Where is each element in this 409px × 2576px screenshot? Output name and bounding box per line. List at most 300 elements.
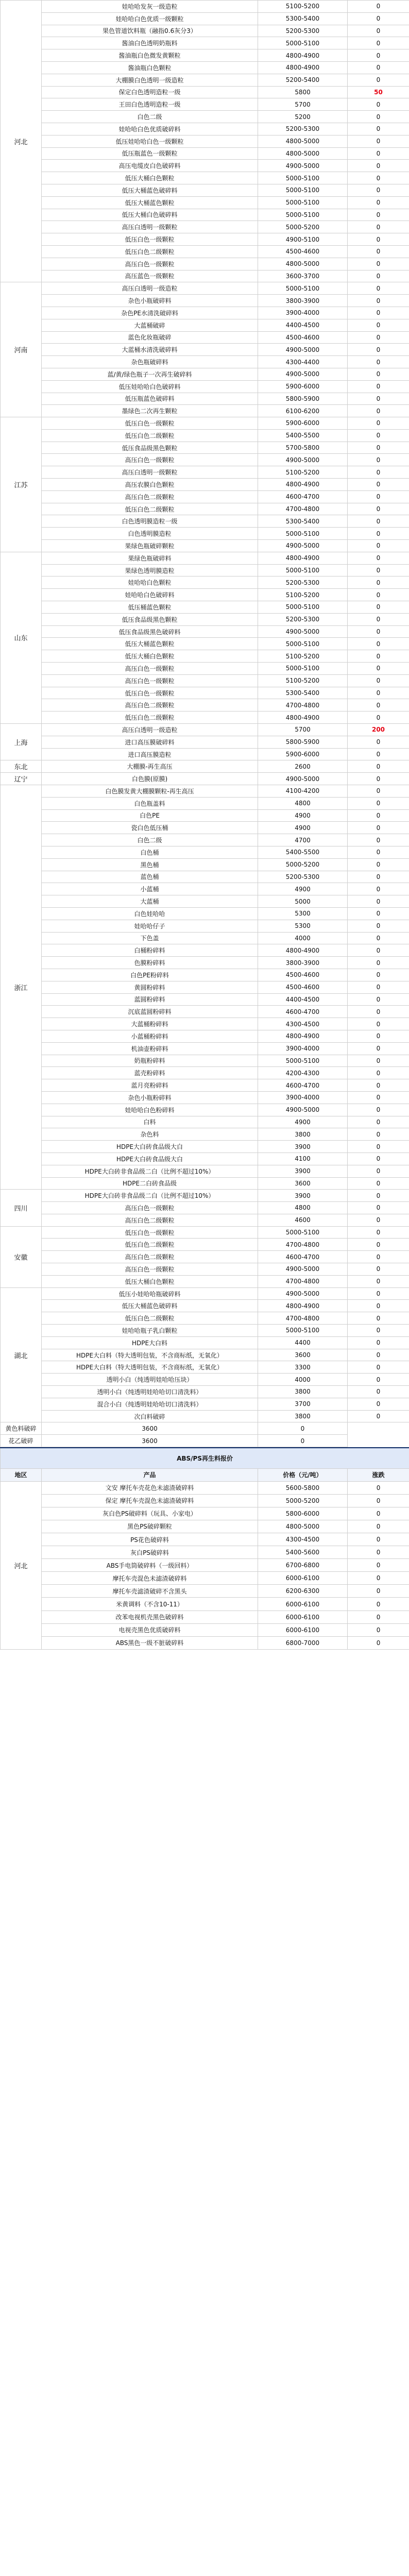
header-change: 涨跌 bbox=[348, 1468, 409, 1481]
product-price: 5300 bbox=[258, 907, 348, 920]
product-name: 低压大桶蓝色破碎料 bbox=[42, 1300, 258, 1312]
product-name: 高压白色二级颗粒 bbox=[42, 490, 258, 503]
product-price: 3600 bbox=[42, 1435, 258, 1447]
table-row bbox=[1, 490, 409, 503]
product-change: 0 bbox=[348, 37, 409, 49]
product-price: 6700-6800 bbox=[258, 1559, 348, 1572]
product-change: 0 bbox=[348, 466, 409, 479]
table-row bbox=[1, 1030, 409, 1042]
product-name: 娃哈哈白色颗粒 bbox=[42, 577, 258, 589]
table-row bbox=[1, 1, 409, 13]
table-row bbox=[1, 809, 409, 822]
product-name: 高压白色二级颗粒 bbox=[42, 1251, 258, 1263]
table-row bbox=[1, 589, 409, 601]
product-change: 0 bbox=[348, 135, 409, 147]
table-row bbox=[1, 307, 409, 319]
product-price: 4900-5000 bbox=[258, 344, 348, 356]
table-row bbox=[1, 895, 409, 908]
table-row bbox=[1, 258, 409, 270]
product-name: 果色管道饮料瓶（融指0.6灰分3） bbox=[42, 25, 258, 37]
product-change: 0 bbox=[348, 344, 409, 356]
product-change: 0 bbox=[348, 1079, 409, 1092]
table-row bbox=[1, 147, 409, 160]
product-price: 5300-5400 bbox=[258, 687, 348, 699]
product-change: 0 bbox=[348, 1128, 409, 1141]
product-price: 4700 bbox=[258, 834, 348, 846]
product-price: 4900-5100 bbox=[258, 233, 348, 246]
region-cell: 四川 bbox=[1, 1190, 42, 1226]
product-change: 0 bbox=[348, 1398, 409, 1410]
table-row bbox=[1, 650, 409, 663]
table-row bbox=[1, 319, 409, 331]
product-name: 杂色小瓶破碎料 bbox=[42, 295, 258, 307]
product-price: 4800-5000 bbox=[258, 1520, 348, 1533]
product-name: 白色二级 bbox=[42, 834, 258, 846]
region-cell: 河南 bbox=[1, 282, 42, 417]
product-name: 透明小白（纯透明娃哈哈切口清洗料） bbox=[42, 1386, 258, 1398]
product-change: 0 bbox=[348, 503, 409, 515]
product-name: 酱油瓶白色颗粒 bbox=[42, 61, 258, 74]
product-price: 4900 bbox=[258, 883, 348, 895]
product-change: 0 bbox=[348, 515, 409, 528]
product-name: 进口高压膜造粒 bbox=[42, 748, 258, 760]
product-change: 0 bbox=[348, 1312, 409, 1325]
product-name: 娃哈哈仔子 bbox=[42, 920, 258, 932]
table-row bbox=[1, 552, 409, 564]
product-change: 0 bbox=[348, 454, 409, 466]
product-name: 低压娃哈哈白色一级颗粒 bbox=[42, 135, 258, 147]
product-change: 0 bbox=[348, 196, 409, 209]
product-name: 低压白色一级颗粒 bbox=[42, 417, 258, 430]
product-price: 4800-5000 bbox=[258, 258, 348, 270]
product-price: 3600 bbox=[258, 1177, 348, 1190]
product-name: ABS黑色一级不脏破碎料 bbox=[42, 1636, 258, 1649]
product-price: 6000-6100 bbox=[258, 1598, 348, 1611]
product-change: 0 bbox=[348, 650, 409, 663]
product-price: 5200 bbox=[258, 111, 348, 123]
table-row bbox=[1, 1572, 409, 1585]
table-row bbox=[1, 25, 409, 37]
product-name: 高压白色一级颗粒 bbox=[42, 1202, 258, 1214]
product-change: 0 bbox=[348, 1559, 409, 1572]
product-price: 5100-5200 bbox=[258, 466, 348, 479]
product-name: 低压瓶蓝色破碎料 bbox=[42, 393, 258, 405]
product-price: 5100-5200 bbox=[258, 674, 348, 687]
product-name: HDPE大白砖非食品级二白（比例不超过10%） bbox=[42, 1165, 258, 1177]
product-change: 0 bbox=[348, 1263, 409, 1276]
product-name: 白色娃哈哈 bbox=[42, 907, 258, 920]
product-price: 5800 bbox=[258, 86, 348, 98]
table-row bbox=[1, 1214, 409, 1226]
product-change: 0 bbox=[348, 295, 409, 307]
product-price: 4100-4200 bbox=[258, 785, 348, 798]
product-change: 0 bbox=[348, 1055, 409, 1067]
product-change: 0 bbox=[348, 1104, 409, 1116]
table-row bbox=[1, 1361, 409, 1374]
table-row bbox=[1, 1018, 409, 1030]
product-price: 5200-5300 bbox=[258, 123, 348, 135]
product-name: 低压大桶白色颗粒 bbox=[42, 1275, 258, 1287]
product-price: 3900-4000 bbox=[258, 1091, 348, 1104]
table-row bbox=[1, 871, 409, 883]
product-name: 杂色PE水清洗破碎料 bbox=[42, 307, 258, 319]
product-price: 3900 bbox=[258, 1190, 348, 1202]
product-price: 3800-3900 bbox=[258, 957, 348, 969]
product-name: 高压电缆皮白色破碎料 bbox=[42, 160, 258, 172]
table-row bbox=[1, 1287, 409, 1300]
product-name: 高压白色二级颗粒 bbox=[42, 1214, 258, 1226]
product-name: 瓷白色低压桶 bbox=[42, 822, 258, 834]
product-name: 娃哈哈白色优质一级颗粒 bbox=[42, 12, 258, 25]
table-row bbox=[1, 1312, 409, 1325]
product-price: 4800-4900 bbox=[258, 711, 348, 724]
product-change: 0 bbox=[348, 393, 409, 405]
product-change: 0 bbox=[348, 1177, 409, 1190]
table-row bbox=[1, 1386, 409, 1398]
table-row bbox=[1, 184, 409, 196]
product-price: 5300 bbox=[258, 920, 348, 932]
product-price: 4700-4800 bbox=[258, 503, 348, 515]
table-row bbox=[1, 503, 409, 515]
product-change: 0 bbox=[348, 1481, 409, 1494]
table-row bbox=[1, 883, 409, 895]
product-name: 低压大桶白色颗粒 bbox=[42, 650, 258, 663]
table-row bbox=[1, 37, 409, 49]
product-price: 2600 bbox=[258, 760, 348, 773]
product-change: 0 bbox=[348, 883, 409, 895]
product-change: 0 bbox=[348, 969, 409, 981]
product-price: 3600 bbox=[42, 1422, 258, 1435]
product-name: 文安 摩托车壳花色未滤渣破碎料 bbox=[42, 1481, 258, 1494]
product-name: HDPE二白砖食品级 bbox=[42, 1177, 258, 1190]
table-row bbox=[1, 1546, 409, 1559]
table-row bbox=[1, 528, 409, 540]
table-row bbox=[1, 123, 409, 135]
product-price: 4800-5000 bbox=[258, 135, 348, 147]
table-row bbox=[1, 1251, 409, 1263]
product-change: 0 bbox=[348, 1636, 409, 1649]
product-price: 4500-4600 bbox=[258, 969, 348, 981]
product-name: 低压白色二级颗粒 bbox=[42, 429, 258, 442]
product-name: 高压白色一级颗粒 bbox=[42, 663, 258, 675]
product-price: 4100 bbox=[258, 1153, 348, 1165]
table-row bbox=[1, 846, 409, 858]
product-price: 3800 bbox=[258, 1386, 348, 1398]
table-row bbox=[1, 1349, 409, 1361]
region-cell: 浙江 bbox=[1, 785, 42, 1190]
product-name: 低压食品级黑色颗粒 bbox=[42, 442, 258, 454]
product-price: 3700 bbox=[258, 1398, 348, 1410]
product-change: 0 bbox=[258, 1435, 348, 1447]
table-row bbox=[1, 748, 409, 760]
product-price: 4900 bbox=[258, 822, 348, 834]
product-price: 4700-4800 bbox=[258, 1275, 348, 1287]
product-change: 0 bbox=[348, 1349, 409, 1361]
table-row bbox=[1, 454, 409, 466]
table-row bbox=[1, 613, 409, 625]
product-name: 米黄调料（不含10-11） bbox=[42, 1598, 258, 1611]
table-row bbox=[1, 405, 409, 417]
product-name: 娃哈哈白色优质破碎料 bbox=[42, 123, 258, 135]
product-name: 机油壶粉碎料 bbox=[42, 1042, 258, 1055]
product-change: 0 bbox=[348, 25, 409, 37]
product-price: 5400-5600 bbox=[258, 1546, 348, 1559]
product-name: 低压桶蓝色颗粒 bbox=[42, 601, 258, 614]
product-price: 6000-6100 bbox=[258, 1623, 348, 1636]
product-price: 4600-4700 bbox=[258, 1006, 348, 1018]
product-change: 0 bbox=[348, 1018, 409, 1030]
product-change: 0 bbox=[348, 1251, 409, 1263]
product-price: 4000 bbox=[258, 1374, 348, 1386]
table-row bbox=[1, 270, 409, 282]
product-change: 0 bbox=[348, 1361, 409, 1374]
product-change: 0 bbox=[348, 797, 409, 809]
product-name: 小蓝桶粉碎料 bbox=[42, 1030, 258, 1042]
table-row bbox=[1, 1067, 409, 1079]
product-price: 3900 bbox=[258, 1165, 348, 1177]
abs-price-table bbox=[0, 1447, 409, 1650]
product-name: HDPE大白料（特大透明包装，不含商标纸，无氧化） bbox=[42, 1349, 258, 1361]
product-change: 0 bbox=[348, 1239, 409, 1251]
product-name: PS花色破碎料 bbox=[42, 1533, 258, 1546]
product-price: 5100-5200 bbox=[258, 1, 348, 13]
product-name: 混合小白（纯透明娃哈哈切口清洗料） bbox=[42, 1398, 258, 1410]
region-cell: 上海 bbox=[1, 724, 42, 760]
region-cell: 东北 bbox=[1, 760, 42, 773]
abs-section-header bbox=[1, 1448, 409, 1468]
table-row bbox=[1, 773, 409, 785]
product-change: 0 bbox=[348, 528, 409, 540]
product-name: 高压白透明一级造粒 bbox=[42, 724, 258, 736]
product-change: 0 bbox=[348, 687, 409, 699]
product-change: 0 bbox=[348, 429, 409, 442]
product-name: HDPE大白砖食品级大白 bbox=[42, 1153, 258, 1165]
product-price: 5900-6000 bbox=[258, 417, 348, 430]
product-name: 高压白色一级颗粒 bbox=[42, 258, 258, 270]
table-row bbox=[1, 1104, 409, 1116]
product-name: 黄圆粉碎料 bbox=[42, 981, 258, 993]
product-change: 0 bbox=[348, 907, 409, 920]
table-row bbox=[1, 638, 409, 650]
product-change: 0 bbox=[348, 111, 409, 123]
product-name: 蓝色桶 bbox=[42, 871, 258, 883]
product-price: 4900-5000 bbox=[258, 540, 348, 552]
product-name: 灰白色PS破碎料（玩具、小家电） bbox=[42, 1507, 258, 1520]
product-name: 低压娃哈哈白色破碎料 bbox=[42, 380, 258, 393]
product-change: 0 bbox=[348, 258, 409, 270]
table-row bbox=[1, 674, 409, 687]
product-change: 0 bbox=[348, 1374, 409, 1386]
product-change: 0 bbox=[348, 920, 409, 932]
product-price: 4600-4700 bbox=[258, 1079, 348, 1092]
product-change: 0 bbox=[348, 736, 409, 748]
table-row bbox=[1, 969, 409, 981]
product-change: 0 bbox=[348, 270, 409, 282]
product-name: ABS手电筒破碎料（一级回料） bbox=[42, 1559, 258, 1572]
product-change: 0 bbox=[348, 895, 409, 908]
table-row bbox=[1, 932, 409, 944]
table-row bbox=[1, 111, 409, 123]
product-name: 大棚膜-再生高压 bbox=[42, 760, 258, 773]
product-change: 0 bbox=[348, 1165, 409, 1177]
product-price: 5000-5100 bbox=[258, 1055, 348, 1067]
product-name: 电视壳黑色优质破碎料 bbox=[42, 1623, 258, 1636]
table-row bbox=[1, 135, 409, 147]
table-row bbox=[1, 245, 409, 258]
product-name: 娃哈哈瓶子乳白颗粒 bbox=[42, 1325, 258, 1337]
product-price: 4300-4500 bbox=[258, 1018, 348, 1030]
product-price: 3900-4000 bbox=[258, 1042, 348, 1055]
table-row bbox=[1, 1300, 409, 1312]
product-price: 4000 bbox=[258, 932, 348, 944]
table-row bbox=[1, 1374, 409, 1386]
product-price: 4900-5000 bbox=[258, 1287, 348, 1300]
product-name: 果绿色透明膜造粒 bbox=[42, 564, 258, 577]
table-row bbox=[1, 74, 409, 86]
product-price: 5000-5100 bbox=[258, 37, 348, 49]
product-change: 0 bbox=[348, 98, 409, 111]
product-name: 大蓝桶 bbox=[42, 895, 258, 908]
product-name: 高压蓝色一级颗粒 bbox=[42, 270, 258, 282]
table-row bbox=[1, 1153, 409, 1165]
table-row bbox=[1, 981, 409, 993]
product-name: 低压大桶蓝色颗粒 bbox=[42, 196, 258, 209]
product-price: 5900-6000 bbox=[258, 748, 348, 760]
table-row bbox=[1, 344, 409, 356]
table-row bbox=[1, 466, 409, 479]
table-row bbox=[1, 160, 409, 172]
product-price: 5200-5300 bbox=[258, 613, 348, 625]
product-price: 4800-4900 bbox=[258, 552, 348, 564]
product-name: 蓝月亮粉碎料 bbox=[42, 1079, 258, 1092]
product-name: 改苯电视机壳黑色破碎料 bbox=[42, 1611, 258, 1623]
product-name: 白色PE bbox=[42, 809, 258, 822]
table-row bbox=[1, 515, 409, 528]
region-cell: 河北 bbox=[1, 1, 42, 282]
product-change: 0 bbox=[348, 368, 409, 380]
product-name: 摩托车壳混色未滤渣破碎料 bbox=[42, 1572, 258, 1585]
product-name: 低压白色二级颗粒 bbox=[42, 503, 258, 515]
product-change: 0 bbox=[348, 944, 409, 957]
table-row bbox=[1, 393, 409, 405]
table-row bbox=[1, 331, 409, 344]
product-change: 0 bbox=[348, 417, 409, 430]
product-change: 0 bbox=[348, 405, 409, 417]
table-row bbox=[1, 601, 409, 614]
product-price: 4200-4300 bbox=[258, 1067, 348, 1079]
product-change: 0 bbox=[348, 1507, 409, 1520]
product-price: 5800-5900 bbox=[258, 393, 348, 405]
table-row bbox=[1, 98, 409, 111]
table-row bbox=[1, 1481, 409, 1494]
product-name: 低压白色二级颗粒 bbox=[42, 711, 258, 724]
product-name: 低压瓶蓝色一级颗粒 bbox=[42, 147, 258, 160]
product-name: 大蓝桶粉碎料 bbox=[42, 1018, 258, 1030]
product-name: 小蓝桶 bbox=[42, 883, 258, 895]
product-change: 50 bbox=[348, 86, 409, 98]
product-name: 灰白PS破碎料 bbox=[42, 1546, 258, 1559]
product-change: 0 bbox=[348, 61, 409, 74]
product-price: 6000-6100 bbox=[258, 1572, 348, 1585]
product-price: 5200-5400 bbox=[258, 74, 348, 86]
product-price: 5200-5300 bbox=[258, 25, 348, 37]
table-row bbox=[1, 724, 409, 736]
table-row bbox=[1, 1263, 409, 1276]
product-name: 酱油瓶白色微发黄颗粒 bbox=[42, 49, 258, 62]
table-row bbox=[1, 1494, 409, 1507]
product-name: 进口高压膜破碎料 bbox=[42, 736, 258, 748]
product-change: 0 bbox=[348, 1116, 409, 1128]
region-cell: 江苏 bbox=[1, 417, 42, 552]
table-row bbox=[1, 663, 409, 675]
product-change: 0 bbox=[348, 932, 409, 944]
table-row bbox=[1, 1520, 409, 1533]
table-row bbox=[1, 711, 409, 724]
table-row bbox=[1, 12, 409, 25]
product-name: 高压农膜白色颗粒 bbox=[42, 479, 258, 491]
region-cell: 河北 bbox=[1, 1481, 42, 1649]
product-name: 王田白色透明造粒一级 bbox=[42, 98, 258, 111]
product-change: 0 bbox=[348, 147, 409, 160]
product-price: 6100-6200 bbox=[258, 405, 348, 417]
product-price: 5300-5400 bbox=[258, 12, 348, 25]
product-change: 0 bbox=[348, 442, 409, 454]
product-change: 0 bbox=[348, 490, 409, 503]
table-row bbox=[1, 196, 409, 209]
product-price: 5000-5200 bbox=[258, 858, 348, 871]
product-change: 0 bbox=[348, 1067, 409, 1079]
product-name: 白色透明膜造粒 bbox=[42, 528, 258, 540]
table-row bbox=[1, 1116, 409, 1128]
product-price: 5300-5400 bbox=[258, 515, 348, 528]
product-change: 0 bbox=[348, 981, 409, 993]
product-change: 0 bbox=[348, 1533, 409, 1546]
region-cell: 辽宁 bbox=[1, 773, 42, 785]
product-price: 4900-5000 bbox=[258, 160, 348, 172]
product-change: 0 bbox=[348, 711, 409, 724]
product-change: 0 bbox=[348, 1325, 409, 1337]
product-change: 0 bbox=[348, 1546, 409, 1559]
table-row bbox=[1, 209, 409, 221]
product-price: 4400-4500 bbox=[258, 319, 348, 331]
product-price: 4500-4600 bbox=[258, 331, 348, 344]
product-name: 低压白色二级颗粒 bbox=[42, 1239, 258, 1251]
product-price: 4800 bbox=[258, 797, 348, 809]
product-change: 0 bbox=[348, 307, 409, 319]
table-row bbox=[1, 577, 409, 589]
product-name: 白色瓶盖料 bbox=[42, 797, 258, 809]
product-name: 白色膜发黄大棚膜颗粒-再生高压 bbox=[42, 785, 258, 798]
product-name: 墨绿色二次再生颗粒 bbox=[42, 405, 258, 417]
product-price: 4900 bbox=[258, 809, 348, 822]
table-row bbox=[1, 1141, 409, 1153]
product-name: HDPE大白砖食品级大白 bbox=[42, 1141, 258, 1153]
product-price: 4800 bbox=[258, 1202, 348, 1214]
table-row bbox=[1, 957, 409, 969]
product-price: 5200-5300 bbox=[258, 577, 348, 589]
product-price: 4800-4900 bbox=[258, 479, 348, 491]
pe-price-body bbox=[1, 1, 409, 1447]
table-row bbox=[1, 429, 409, 442]
product-name: 果绿色瓶破碎颗粒 bbox=[42, 540, 258, 552]
table-row bbox=[1, 564, 409, 577]
product-name: 低压白色二级颗粒 bbox=[42, 1312, 258, 1325]
product-price: 4800-5000 bbox=[258, 147, 348, 160]
product-name: 低压食品级黑色破碎料 bbox=[42, 625, 258, 638]
product-change: 0 bbox=[348, 1494, 409, 1507]
table-row bbox=[1, 785, 409, 798]
product-change: 0 bbox=[348, 1226, 409, 1239]
